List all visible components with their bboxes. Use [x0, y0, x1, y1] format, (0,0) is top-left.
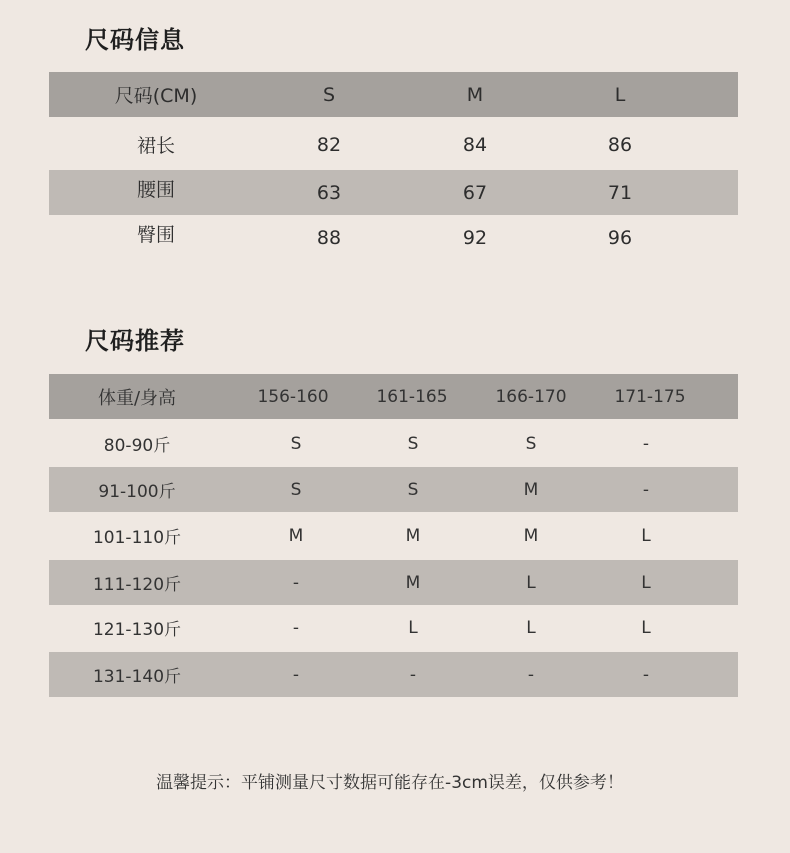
- row-label-weight: 111-120斤: [92, 575, 182, 595]
- table-cell: M: [405, 525, 421, 546]
- row-label-weight: 91-100斤: [98, 482, 176, 502]
- row-label-weight: 131-140斤: [92, 667, 182, 687]
- table-row: [49, 513, 738, 558]
- row-label-skirt-length: 裙长: [136, 135, 175, 157]
- row-label-weight: 121-130斤: [92, 620, 182, 640]
- table-cell: L: [641, 572, 651, 593]
- table-cell: L: [408, 617, 418, 638]
- row-label-waist: 腰围: [136, 179, 175, 201]
- table-row: [49, 560, 738, 605]
- table-cell: L: [641, 525, 651, 546]
- header-cell-size-cm: 尺码(CM): [114, 85, 198, 107]
- size-info-title: 尺码信息: [85, 26, 185, 54]
- row-label-weight: 101-110斤: [92, 528, 182, 548]
- table-cell: S: [525, 433, 537, 454]
- table-cell: 88: [316, 226, 342, 249]
- table-cell: M: [523, 525, 539, 546]
- header-cell-height-range: 156-160: [257, 386, 329, 407]
- table-cell: 82: [316, 133, 342, 156]
- table-cell: L: [526, 572, 536, 593]
- table-row: [49, 215, 738, 260]
- header-cell-height-range: 171-175: [614, 386, 686, 407]
- table-cell: -: [642, 479, 650, 500]
- table-row: [49, 170, 738, 215]
- table-cell: 63: [316, 181, 342, 204]
- table-cell: L: [641, 617, 651, 638]
- table-cell: S: [407, 479, 419, 500]
- header-cell-height-range: 161-165: [376, 386, 448, 407]
- header-cell-s: S: [322, 83, 336, 106]
- table-cell: 84: [462, 133, 488, 156]
- table-cell: L: [526, 617, 536, 638]
- table-cell: M: [523, 479, 539, 500]
- table-cell: M: [405, 572, 421, 593]
- table-cell: -: [527, 664, 535, 685]
- header-cell-weight-height: 体重/身高: [97, 387, 177, 409]
- table-row: [49, 605, 738, 650]
- table-row: [49, 467, 738, 512]
- table-row: [49, 421, 738, 466]
- table-cell: M: [288, 525, 304, 546]
- table-cell: 86: [607, 133, 633, 156]
- table-cell: 96: [607, 226, 633, 249]
- row-label-hip: 臀围: [136, 224, 175, 246]
- measurement-note: 温馨提示：平铺测量尺寸数据可能存在-3cm误差，仅供参考！: [156, 773, 624, 793]
- table-cell: -: [292, 572, 300, 593]
- table-row: [49, 652, 738, 697]
- table-cell: S: [407, 433, 419, 454]
- table-cell: -: [642, 433, 650, 454]
- header-cell-l: L: [614, 83, 626, 106]
- table-cell: 67: [462, 181, 488, 204]
- table-cell: -: [642, 664, 650, 685]
- table-cell: 92: [462, 226, 488, 249]
- table-cell: S: [290, 479, 302, 500]
- header-cell-height-range: 166-170: [495, 386, 567, 407]
- table-cell: -: [292, 664, 300, 685]
- table-cell: -: [292, 617, 300, 638]
- size-recommend-title: 尺码推荐: [85, 327, 185, 355]
- size-recommend-header-row: [49, 374, 738, 419]
- header-cell-m: M: [466, 83, 484, 106]
- row-label-weight: 80-90斤: [103, 436, 171, 456]
- table-cell: 71: [607, 181, 633, 204]
- table-cell: -: [409, 664, 417, 685]
- table-cell: S: [290, 433, 302, 454]
- table-row: [49, 122, 738, 167]
- size-info-header-row: [49, 72, 738, 117]
